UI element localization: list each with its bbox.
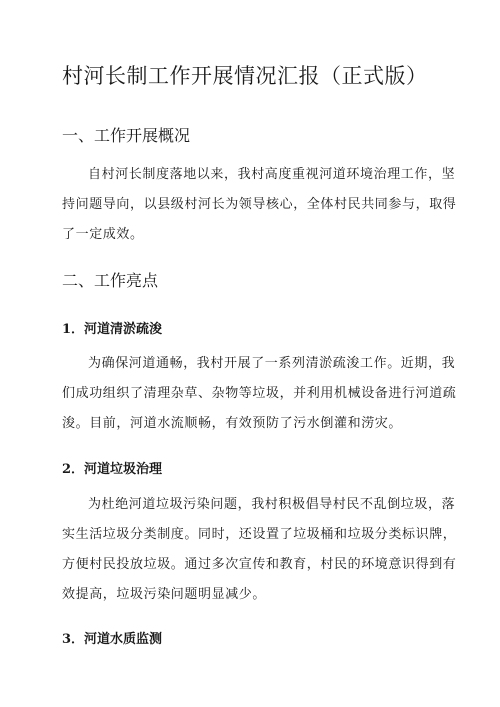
paragraph-line: 了一定成效。 <box>62 227 144 242</box>
paragraph-overview <box>62 160 457 250</box>
paragraph-line: 浚。目前，河道水流顺畅，有效预防了污水倒灌和涝灾。 <box>62 416 403 431</box>
subsection-heading-water-quality: 3．河道水质监测 <box>62 632 163 647</box>
paragraph-line: 自村河长制度落地以来，我村高度重视河道环境治理工作，坚 <box>88 167 456 182</box>
paragraph-line: 为确保河道通畅，我村开展了一系列清淤疏浚工作。近期，我 <box>88 356 456 371</box>
subsection-heading-garbage: 2．河道垃圾治理 <box>62 462 163 477</box>
paragraph-line: 持问题导向，以县级村河长为领导核心，全体村民共同参与，取得 <box>62 197 457 212</box>
paragraph-garbage <box>62 490 457 610</box>
paragraph-line: 们成功组织了清理杂草、杂物等垃圾，并利用机械设备进行河道疏 <box>62 386 457 401</box>
document-title: 村河长制工作开展情况汇报（正式版） <box>62 64 428 88</box>
paragraph-dredging <box>62 349 457 439</box>
subsection-heading-dredging: 1．河道清淤疏浚 <box>62 322 163 337</box>
paragraph-line: 效提高，垃圾污染问题明显减少。 <box>62 587 267 602</box>
paragraph-line: 为杜绝河道垃圾污染问题，我村积极倡导村民不乱倒垃圾，落 <box>88 497 456 512</box>
paragraph-line: 方便村民投放垃圾。通过多次宣传和教育，村民的环境意识得到有 <box>62 557 457 572</box>
paragraph-line: 实生活垃圾分类制度。同时，还设置了垃圾桶和垃圾分类标识牌， <box>62 527 457 542</box>
section-heading-overview: 一、工作开展概况 <box>62 126 191 145</box>
section-heading-highlights: 二、工作亮点 <box>62 271 159 290</box>
